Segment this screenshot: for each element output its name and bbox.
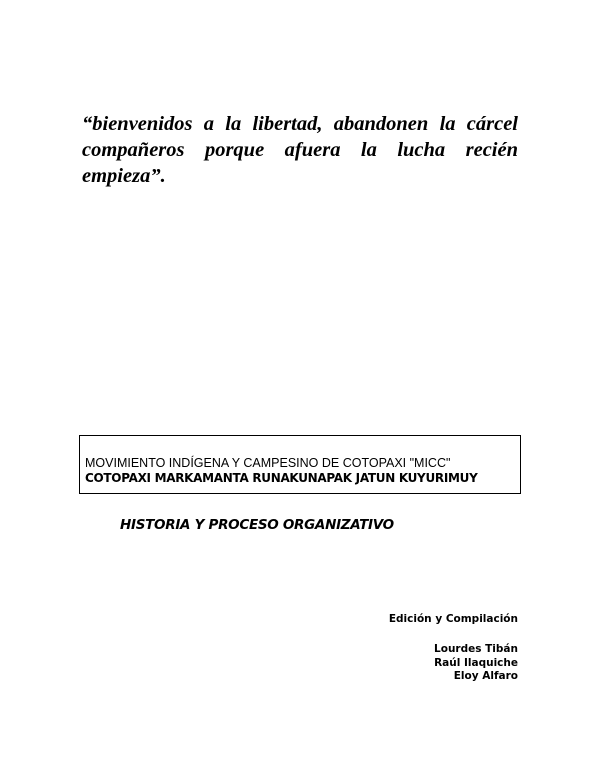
organization-name-kichwa: COTOPAXI MARKAMANTA RUNAKUNAPAK JATUN KUYURIMUY [85, 471, 478, 485]
epigraph-quote [82, 111, 518, 189]
organization-box [79, 435, 521, 494]
organization-name-spanish: MOVIMIENTO INDÍGENA Y CAMPESINO DE COTOPAXI "MICC" [85, 456, 451, 470]
document-subtitle: HISTORIA Y PROCESO ORGANIZATIVO [120, 517, 394, 533]
author-name: Eloy Alfaro [453, 670, 518, 682]
credits-heading: Edición y Compilación [388, 613, 518, 625]
author-name: Lourdes Tibán [434, 643, 518, 655]
credits-block [389, 613, 518, 684]
epigraph-line-2: compañeros porque afuera la lucha recién empieza”. [82, 139, 518, 187]
author-name: Raúl Ilaquiche [434, 656, 518, 669]
epigraph-line-1: “bienvenidos a la libertad, abandonen la cárcel [82, 113, 518, 135]
